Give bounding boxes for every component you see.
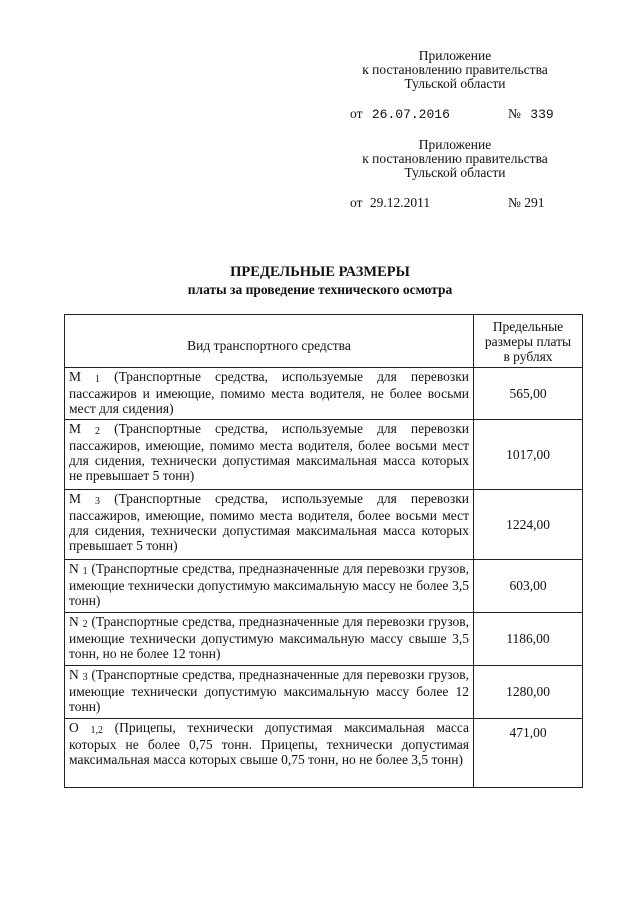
category-subscript: 1,2 — [90, 725, 103, 736]
vehicle-category-cell — [65, 368, 474, 420]
vehicle-category-cell — [65, 719, 474, 788]
table-header-row — [65, 315, 583, 368]
fee-cell: 565,00 — [474, 368, 583, 420]
document-title: ПРЕДЕЛЬНЫЕ РАЗМЕРЫ — [230, 264, 410, 280]
appendix-original-line2: к постановлению правительства — [362, 151, 548, 166]
appendix-current-number-line — [508, 106, 554, 122]
appendix-original-line3: Тульской области — [404, 165, 506, 180]
category-description: (Транспортные средства, используемые для перевозки пассажиров, имеющие, помимо места водителя, более восьми мест для сидения, технически допустимая максимальная масса которых превышает 5 тонн) — [69, 491, 470, 553]
appendix-original-dateline — [350, 195, 430, 211]
category-description: (Прицепы, технически допустимая максимальная масса которых не более 0,75 тонн. Прицепы, технически допустимая максимальная масса которых свыше 0,75 тонн, но не более 3,5 тонн) — [69, 720, 469, 767]
appendix-original-number: № 291 — [508, 195, 545, 210]
table-row — [65, 560, 583, 613]
appendix-current-header — [330, 49, 580, 91]
header-max-fee — [474, 315, 583, 368]
header-max-fee-line2: размеры платы — [484, 333, 572, 349]
header-max-fee-line1: Предельные — [492, 318, 564, 334]
appendix-current-date: 26.07.2016 — [371, 107, 450, 122]
table-row — [65, 613, 583, 666]
category-code: N — [69, 614, 79, 629]
appendix-current-line3: Тульской области — [404, 76, 506, 91]
appendix-original-line1: Приложение — [418, 137, 492, 152]
appendix-current-line2: к постановлению правительства — [362, 62, 548, 77]
category-subscript: 1 — [82, 566, 88, 577]
category-code: N — [69, 667, 79, 682]
table-row — [65, 719, 583, 788]
table-row — [65, 490, 583, 560]
fee-cell: 471,00 — [474, 719, 583, 788]
category-description: (Транспортные средства, используемые для перевозки пассажиров и имеющие, помимо места водителя, не более восьми мест для сидения) — [69, 369, 470, 416]
category-code: М — [69, 421, 82, 436]
fee-cell: 1017,00 — [474, 420, 583, 490]
fee-cell: 1280,00 — [474, 666, 583, 719]
fee-table — [64, 314, 583, 788]
fee-cell: 603,00 — [474, 560, 583, 613]
category-description: (Транспортные средства, предназначенные для перевозки грузов, имеющие технически допустимую максимальную массу более 12 тонн) — [69, 667, 470, 714]
appendix-current-line1: Приложение — [418, 48, 492, 63]
appendix-original-header — [330, 138, 580, 180]
category-code: М — [69, 491, 82, 506]
fee-cell: 1186,00 — [474, 613, 583, 666]
vehicle-category-cell — [65, 420, 474, 490]
vehicle-category-cell — [65, 613, 474, 666]
category-description: (Транспортные средства, предназначенные для перевозки грузов, имеющие технически допустимую максимальную массу не более 3,5 тонн) — [69, 561, 470, 608]
appendix-original-date: 29.12.2011 — [369, 195, 431, 210]
category-subscript: 1 — [95, 374, 101, 385]
category-description: (Транспортные средства, предназначенные для перевозки грузов, имеющие технически допустимую максимальную массу свыше 3,5 тонн, но не более 12 тонн) — [69, 614, 470, 661]
vehicle-category-cell — [65, 666, 474, 719]
appendix-original-date-prefix: от — [350, 195, 363, 210]
category-subscript: 2 — [82, 619, 88, 630]
appendix-current-date-prefix: от — [350, 106, 363, 121]
category-subscript: 3 — [82, 672, 88, 683]
category-description: (Транспортные средства, используемые для перевозки пассажиров, имеющие, помимо места водителя, более восьми мест для сидения, технически допустимая максимальная масса которых не превышает 5 тонн) — [69, 421, 470, 483]
appendix-current-number: 339 — [530, 107, 554, 122]
fee-cell: 1224,00 — [474, 490, 583, 560]
category-subscript: 2 — [95, 426, 101, 437]
header-vehicle-type: Вид транспортного средства — [65, 315, 474, 368]
vehicle-category-cell — [65, 560, 474, 613]
header-max-fee-line3: в рублях — [503, 348, 553, 364]
category-code: О — [69, 720, 79, 735]
document-subtitle: платы за проведение технического осмотра — [187, 282, 453, 297]
table-row — [65, 368, 583, 420]
appendix-current-number-prefix: № — [508, 106, 521, 121]
category-code: N — [69, 561, 79, 576]
table-row — [65, 666, 583, 719]
category-code: М — [69, 369, 82, 384]
appendix-current-dateline — [350, 106, 450, 122]
table-row — [65, 420, 583, 490]
vehicle-category-cell — [65, 490, 474, 560]
category-subscript: 3 — [95, 496, 101, 507]
